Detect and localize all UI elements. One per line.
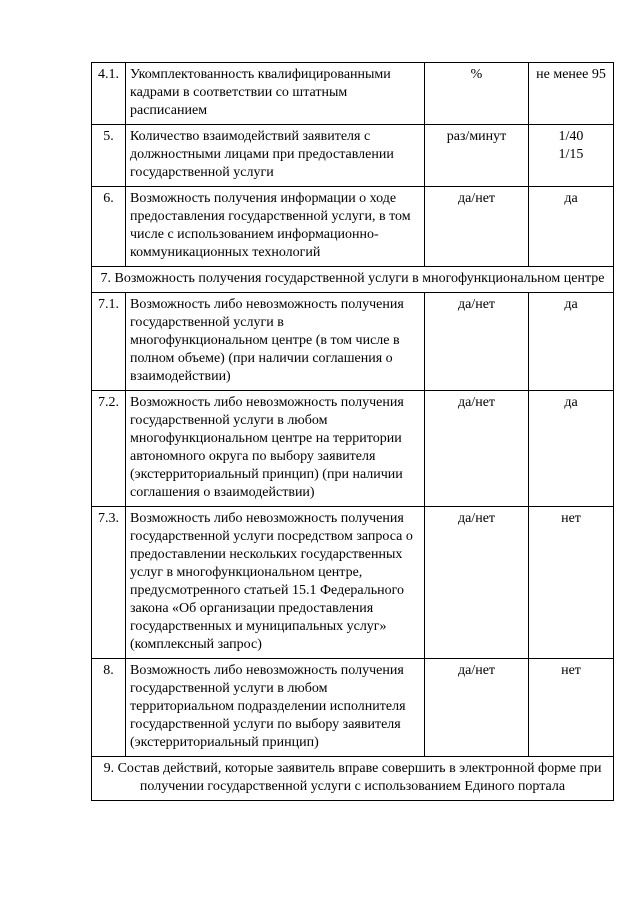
indicator-value: не менее 95 (529, 63, 614, 125)
section-row (92, 267, 614, 293)
unit-of-measure: да/нет (425, 507, 529, 659)
indicator-name: Возможность либо невозможность получения государственной услуги в многофункциональном центре (в том числе в полном объеме) (при наличии соглашения о взаимодействии) (126, 293, 425, 391)
indicator-name: Возможность получения информации о ходе предоставления государственной услуги, в том числе с использованием информационно-коммуникационных технологий (126, 187, 425, 267)
row-number: 5. (92, 125, 126, 187)
table-row (92, 659, 614, 757)
unit-of-measure: % (425, 63, 529, 125)
row-number: 6. (92, 187, 126, 267)
indicator-value: да (529, 187, 614, 267)
row-number: 7.3. (92, 507, 126, 659)
indicator-value-line: 1/15 (558, 147, 584, 162)
indicator-value: нет (529, 507, 614, 659)
indicator-name: Укомплектованность квалифицированными кадрами в соответствии со штатным расписанием (126, 63, 425, 125)
row-number: 4.1. (92, 63, 126, 125)
row-number: 8. (92, 659, 126, 757)
row-number: 7.1. (92, 293, 126, 391)
table-row (92, 187, 614, 267)
indicators-table (91, 62, 614, 801)
table-row (92, 391, 614, 507)
section-heading: 9. Состав действий, которые заявитель вправе совершить в электронной форме при получении государственной услуги с использованием Единого портала (92, 757, 614, 801)
unit-of-measure: да/нет (425, 187, 529, 267)
indicator-value-line: 1/40 (558, 129, 584, 144)
indicator-value: нет (529, 659, 614, 757)
section-row (92, 757, 614, 801)
table-row (92, 293, 614, 391)
table-row (92, 507, 614, 659)
section-heading: 7. Возможность получения государственной услуги в многофункциональном центре (92, 267, 614, 293)
unit-of-measure: да/нет (425, 659, 529, 757)
table-row (92, 63, 614, 125)
indicator-value: да (529, 293, 614, 391)
indicator-name: Количество взаимодействий заявителя с должностными лицами при предоставлении государственной услуги (126, 125, 425, 187)
unit-of-measure: да/нет (425, 391, 529, 507)
row-number: 7.2. (92, 391, 126, 507)
unit-of-measure: да/нет (425, 293, 529, 391)
table-row (92, 125, 614, 187)
indicator-name: Возможность либо невозможность получения государственной услуги посредством запроса о предоставлении нескольких государственных услуг в многофункциональном центре, предусмотренного статьей 15.1 Федерального закона «Об организации предоставления государственных и муниципальных услуг» (комплексный запрос) (126, 507, 425, 659)
indicator-name: Возможность либо невозможность получения государственной услуги в любом территориальном подразделении исполнителя государственной услуги по выбору заявителя (экстерриториальный принцип) (126, 659, 425, 757)
unit-of-measure: раз/минут (425, 125, 529, 187)
indicator-value: да (529, 391, 614, 507)
indicator-name: Возможность либо невозможность получения государственной услуги в любом многофункциональном центре на территории автономного округа по выбору заявителя (экстерриториальный принцип) (при наличии соглашения о взаимодействии) (126, 391, 425, 507)
indicator-value (529, 125, 614, 187)
